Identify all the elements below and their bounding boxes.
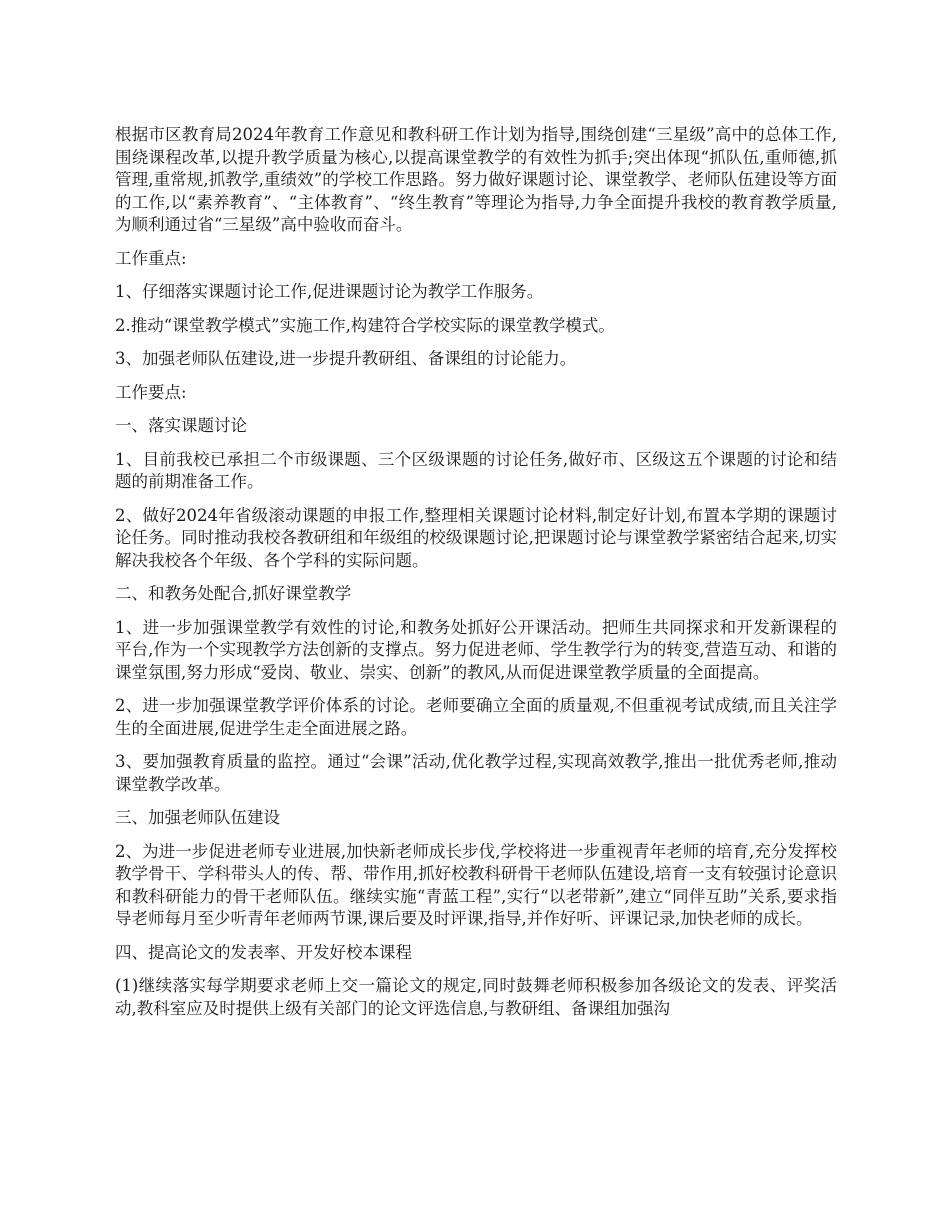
classroom-item-1: 1、进一步加强课堂教学有效性的讨论,和教务处抓好公开课活动。把师生共同探求和开发新课程的平台,作为一个实现教学方法创新的支撑点。努力促进老师、学生教学行为的转变,营造互动、和谐的课堂氛围,努力形成“爱岗、敬业、崇实、创新”的教风,从而促进课堂教学质量的全面提高。	[115, 617, 837, 682]
document-page	[115, 124, 837, 1031]
section-heading-work-focus: 工作重点:	[115, 248, 187, 268]
subheading-teachers: 三、加强老师队伍建设	[115, 808, 280, 827]
papers-item-1: (1)继续落实每学期要求老师上交一篇论文的规定,同时鼓舞老师积极参加各级论文的发表、评奖活动,教科室应及时提供上级有关部门的论文评选信息,与教研组、备课组加强沟	[115, 976, 837, 1018]
focus-item-3: 3、加强老师队伍建设,进一步提升教研组、备课组的讨论能力。	[115, 349, 577, 368]
classroom-item-2: 2、进一步加强课堂教学评价体系的讨论。老师要确立全面的质量观,不但重视考试成绩,而且关注学生的全面进展,促进学生走全面进展之路。	[115, 696, 837, 738]
subheading-research: 一、落实课题讨论	[115, 416, 247, 435]
research-item-1: 1、目前我校已承担二个市级课题、三个区级课题的讨论任务,做好市、区级这五个课题的讨论和结题的前期准备工作。	[115, 449, 837, 491]
focus-item-1: 1、仔细落实课题讨论工作,促进课题讨论为教学工作服务。	[115, 282, 544, 301]
teachers-item-2: 2、为进一步促进老师专业进展,加快新老师成长步伐,学校将进一步重视青年老师的培育,充分发挥校教学骨干、学科带头人的传、帮、带作用,抓好校教科研骨干老师队伍建设,培育一支有较强讨论意识和教科研能力的骨干老师队伍。继续实施“青蓝工程”,实行“以老带新”,建立“同伴互助”关系,要求指导老师每月至少听青年老师两节课,课后要及时评课,指导,并作好听、评课记录,加快老师的成长。	[115, 841, 837, 928]
subheading-classroom: 二、和教务处配合,抓好课堂教学	[115, 584, 352, 603]
classroom-item-3: 3、要加强教育质量的监控。通过“会课”活动,优化教学过程,实现高效教学,推出一批优秀老师,推动课堂教学改革。	[115, 752, 837, 794]
subheading-papers: 四、提高论文的发表率、开发好校本课程	[115, 942, 412, 962]
focus-item-2: 2.推动“课堂教学模式”实施工作,构建符合学校实际的课堂教学模式。	[115, 315, 615, 335]
section-heading-work-points: 工作要点:	[115, 382, 187, 402]
intro-paragraph: 根据市区教育局2024年教育工作意见和教科研工作计划为指导,围绕创建“三星级”高中的总体工作,围绕课程改革,以提升教学质量为核心,以提高课堂教学的有效性为抓手;突出体现“抓队伍,重师德,抓管理,重常规,抓教学,重绩效”的学校工作思路。努力做好课题讨论、课堂教学、老师队伍建设等方面的工作,以“素养教育”、“主体教育”、“终生教育”等理论为指导,力争全面提升我校的教育教学质量,为顺利通过省“三星级”高中验收而奋斗。	[115, 125, 837, 234]
research-item-2: 2、做好2024年省级滚动课题的申报工作,整理相关课题讨论材料,制定好计划,布置本学期的课题讨论任务。同时推动我校各教研组和年级组的校级课题讨论,把课题讨论与课堂教学紧密结合起来,切实解决我校各个年级、各个学科的实际问题。	[115, 505, 837, 570]
